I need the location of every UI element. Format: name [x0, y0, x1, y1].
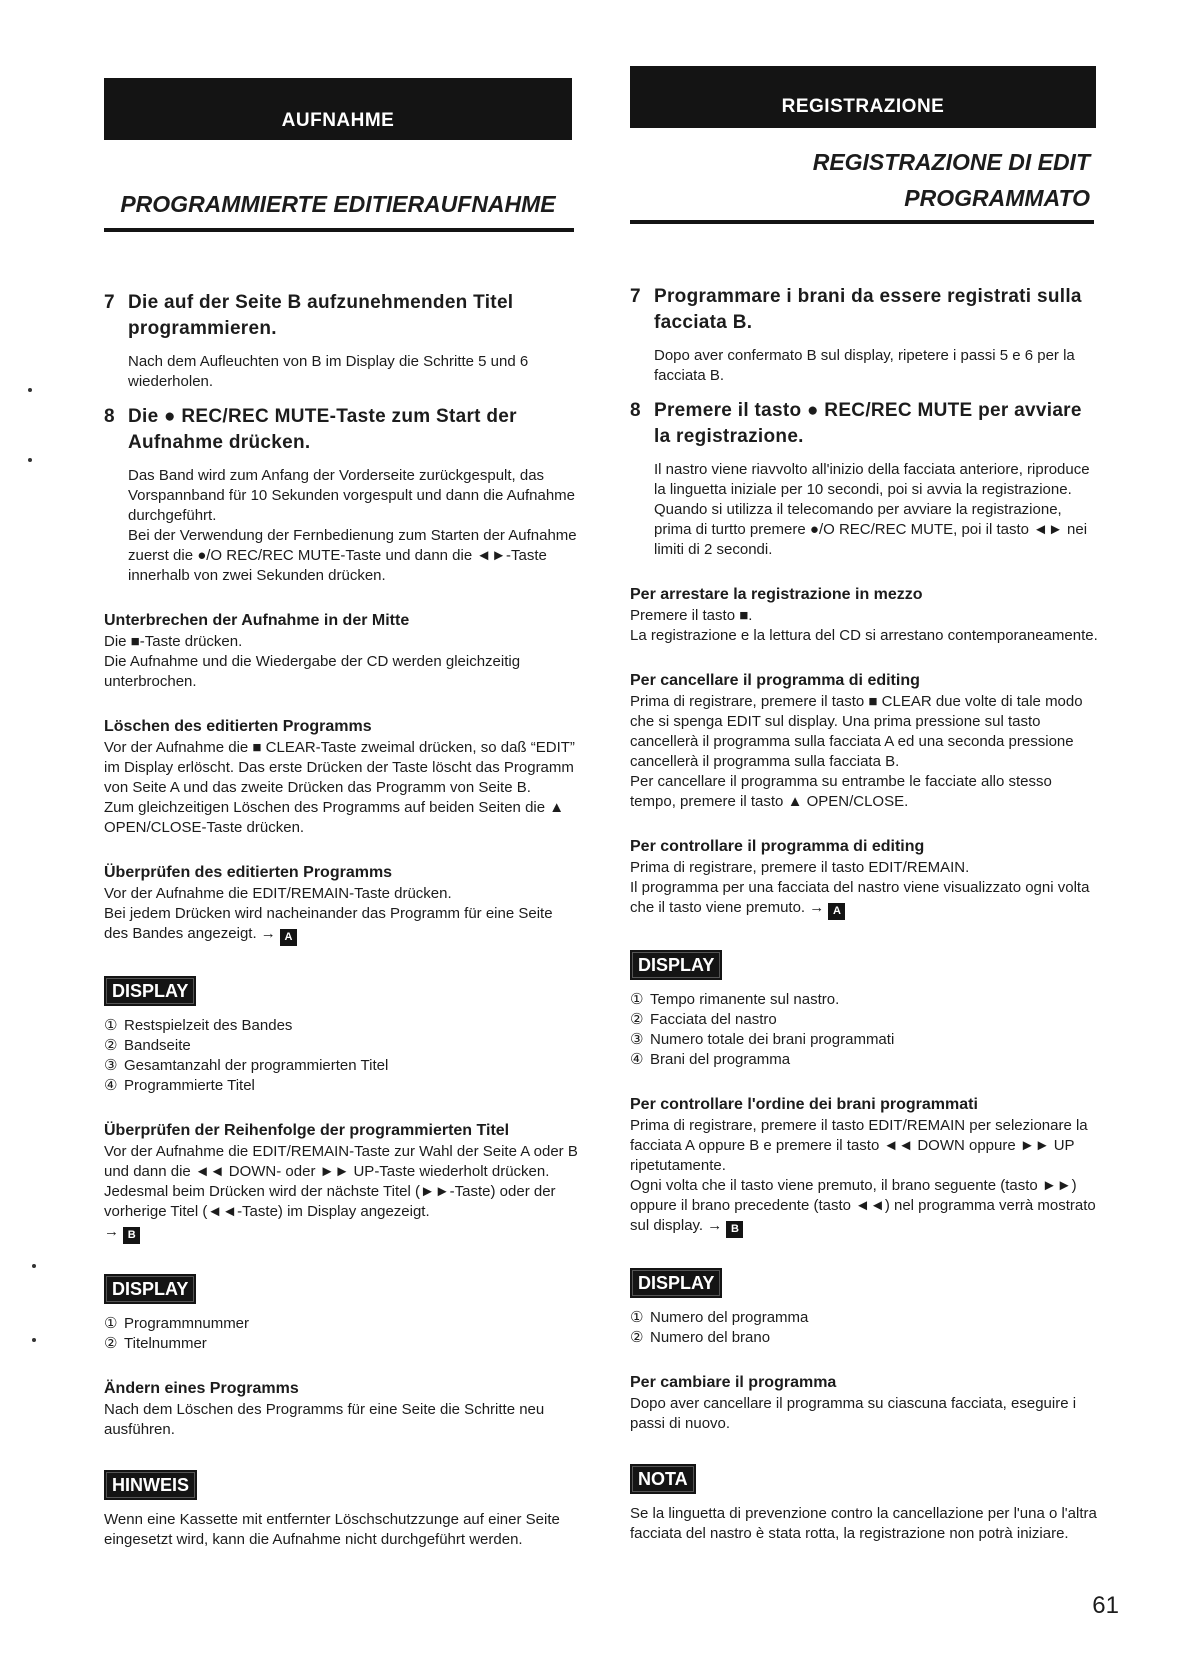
check-section	[104, 862, 580, 946]
section-banner: AUFNAHME	[104, 78, 572, 140]
paragraph: Bei jedem Drücken wird nacheinander das Programm für eine Seite des Bandes angezeigt. → A	[104, 904, 580, 946]
paragraph: Nach dem Löschen des Programms für eine Seite die Schritte neu ausführen.	[104, 1401, 545, 1438]
cancel-section	[630, 670, 1098, 812]
figure-ref-a: A	[828, 903, 845, 920]
list-item: ② Numero del brano	[630, 1329, 771, 1346]
step-number: 7	[104, 292, 115, 313]
paragraph: Il programma per una facciata del nastro viene visualizzato ogni volta che il tasto viene premuto. → A	[630, 878, 1098, 920]
step-8	[630, 398, 1098, 560]
display-legend	[104, 1016, 580, 1096]
display-legend	[630, 990, 1098, 1070]
paragraph: Die Aufnahme und die Wiedergabe der CD werden gleichzeitig unterbrochen.	[104, 653, 521, 690]
list-item: ① Programmnummer	[104, 1315, 250, 1332]
subsection-title: Überprüfen des editierten Programms	[104, 864, 393, 881]
subsection-title: Per controllare l'ordine dei brani programmati	[630, 1096, 978, 1113]
display-legend	[630, 1308, 1098, 1348]
step-text: Bei der Verwendung der Fernbedienung zum Starten der Aufnahme zuerst die ●/O REC/REC MUTE-Taste und dann die ◄►-Taste innerhalb von zwei Sekunden drücken.	[128, 527, 577, 584]
subsection-title: Per cancellare il programma di editing	[630, 672, 920, 689]
italian-body	[630, 284, 1098, 1544]
stop-section	[630, 584, 1098, 646]
step-7	[104, 290, 580, 392]
figure-ref-a: A	[280, 929, 297, 946]
display-tag: DISPLAY	[630, 1268, 722, 1298]
step-text: Dopo aver confermato B sul display, ripetere i passi 5 e 6 per la facciata B.	[654, 347, 1075, 384]
order-section	[104, 1120, 580, 1244]
note-text: Wenn eine Kassette mit entfernter Löschschutzzunge auf einer Seite eingesetzt wird, kann die Aufnahme nicht durchgeführt werden.	[104, 1511, 560, 1548]
step-8	[104, 404, 580, 586]
paragraph: Ogni volta che il tasto viene premuto, il brano seguente (tasto ►►) oppure il brano precedente (tasto ◄◄) nel programma verrà mostrato sul display. → B	[630, 1176, 1098, 1238]
list-item: ② Facciata del nastro	[630, 1011, 777, 1028]
list-item: ① Tempo rimanente sul nastro.	[630, 991, 840, 1008]
section-title: PROGRAMMIERTE EDITIERAUFNAHME	[120, 191, 556, 217]
paragraph: Prima di registrare, premere il tasto EDIT/REMAIN.	[630, 859, 970, 876]
order-section	[630, 1094, 1098, 1238]
german-body	[104, 290, 580, 1550]
paragraph: Vor der Aufnahme die EDIT/REMAIN-Taste zur Wahl der Seite A oder B und dann die ◄◄ DOWN- oder ►► UP-Taste wiederholt drücken. Jedesmal beim Drücken wird der nächste Titel (►►-Taste) oder der vorherige Titel (◄◄-Taste) im Display angezeigt.	[104, 1143, 578, 1220]
margin-dot	[32, 1264, 36, 1268]
note-text: Se la linguetta di prevenzione contro la cancellazione per l'una o l'altra facciata del nastro è stata rotta, la registrazione non potrà iniziare.	[630, 1505, 1097, 1542]
subsection-title: Per controllare il programma di editing	[630, 838, 925, 855]
page-number: 61	[1092, 1592, 1119, 1619]
list-item: ① Numero del programma	[630, 1309, 809, 1326]
step-title: Programmare i brani da essere registrati sulla facciata B.	[654, 286, 1082, 333]
change-section	[630, 1372, 1098, 1434]
subsection-title: Ändern eines Programms	[104, 1380, 299, 1397]
step-7	[630, 284, 1098, 386]
step-title: Premere il tasto ● REC/REC MUTE per avviare la registrazione.	[654, 400, 1082, 447]
paragraph: Per cancellare il programma su entrambe le facciate allo stesso tempo, premere il tasto ▲ OPEN/CLOSE.	[630, 773, 1052, 810]
figure-ref-b: B	[726, 1221, 743, 1238]
step-number: 8	[104, 406, 115, 427]
delete-section	[104, 716, 580, 838]
margin-dot	[28, 388, 32, 392]
section-title: REGISTRAZIONE DI EDIT PROGRAMMATO	[812, 149, 1090, 211]
step-number: 7	[630, 286, 641, 307]
list-item: ② Bandseite	[104, 1037, 191, 1054]
section-banner: REGISTRAZIONE	[630, 66, 1096, 128]
display-tag: DISPLAY	[104, 1274, 196, 1304]
step-text: Das Band wird zum Anfang der Vorderseite zurückgespult, das Vorspannband für 10 Sekunden vorgespult und dann die Aufnahme durchgeführt.	[128, 467, 576, 524]
paragraph: Vor der Aufnahme die EDIT/REMAIN-Taste drücken.	[104, 885, 452, 902]
paragraph: Prima di registrare, premere il tasto EDIT/REMAIN per selezionare la facciata A oppure B e premere il tasto ◄◄ DOWN oppure ►► UP ripetutamente.	[630, 1117, 1088, 1174]
list-item: ④ Brani del programma	[630, 1051, 791, 1068]
display-legend	[104, 1314, 580, 1354]
note-tag: NOTA	[630, 1464, 696, 1494]
interrupt-section	[104, 610, 580, 692]
figure-ref-b: B	[123, 1227, 140, 1244]
paragraph: Zum gleichzeitigen Löschen des Programms auf beiden Seiten die ▲ OPEN/CLOSE-Taste drücken.	[104, 799, 565, 836]
step-text: Nach dem Aufleuchten von B im Display die Schritte 5 und 6 wiederholen.	[128, 353, 529, 390]
paragraph: Die ■-Taste drücken.	[104, 633, 243, 650]
list-item: ③ Gesamtanzahl der programmierten Titel	[104, 1057, 389, 1074]
paragraph: Dopo aver cancellare il programma su ciascuna facciata, eseguire i passi di nuovo.	[630, 1395, 1077, 1432]
step-title: Die ● REC/REC MUTE-Taste zum Start der Aufnahme drücken.	[128, 406, 517, 453]
list-item: ④ Programmierte Titel	[104, 1077, 255, 1094]
check-section	[630, 836, 1098, 920]
list-item: ① Restspielzeit des Bandes	[104, 1017, 293, 1034]
subsection-title: Per arrestare la registrazione in mezzo	[630, 586, 923, 603]
margin-dot	[32, 1338, 36, 1342]
list-item: ③ Numero totale dei brani programmati	[630, 1031, 895, 1048]
paragraph: Premere il tasto ■.	[630, 607, 753, 624]
paragraph: La registrazione e la lettura del CD si arrestano contemporaneamente.	[630, 627, 1098, 644]
step-number: 8	[630, 400, 641, 421]
paragraph: → B	[104, 1222, 580, 1244]
subsection-title: Unterbrechen der Aufnahme in der Mitte	[104, 612, 410, 629]
step-title: Die auf der Seite B aufzunehmenden Titel programmieren.	[128, 292, 514, 339]
subsection-title: Überprüfen der Reihenfolge der programmierten Titel	[104, 1122, 510, 1139]
display-tag: DISPLAY	[630, 950, 722, 980]
subsection-title: Löschen des editierten Programms	[104, 718, 372, 735]
display-tag: DISPLAY	[104, 976, 196, 1006]
note-tag: HINWEIS	[104, 1470, 197, 1500]
margin-dot	[28, 458, 32, 462]
subsection-title: Per cambiare il programma	[630, 1374, 837, 1391]
change-section	[104, 1378, 580, 1440]
title-rule	[104, 228, 574, 232]
title-rule	[630, 220, 1094, 224]
paragraph: Vor der Aufnahme die ■ CLEAR-Taste zweimal drücken, so daß “EDIT” im Display erlöscht. Das erste Drücken der Taste löscht das Programm von Seite A und das zweite Drücken das Programm von Seite B.	[104, 739, 575, 796]
step-text: Il nastro viene riavvolto all'inizio della facciata anteriore, riproduce la linguetta iniziale per 10 secondi, poi si avvia la registrazione. Quando si utilizza il telecomando per avviare la registrazione, prima di turtto premere ●/O REC/REC MUTE, poi il tasto ◄► nei limiti di 2 secondi.	[654, 461, 1090, 558]
list-item: ② Titelnummer	[104, 1335, 207, 1352]
paragraph: Prima di registrare, premere il tasto ■ CLEAR due volte di tale modo che si spenga EDIT sul display. Una prima pressione sul tasto cancellerà il programma sulla facciata A ed una seconda pressione cancellerà il programma sulla facciata B.	[630, 693, 1083, 770]
